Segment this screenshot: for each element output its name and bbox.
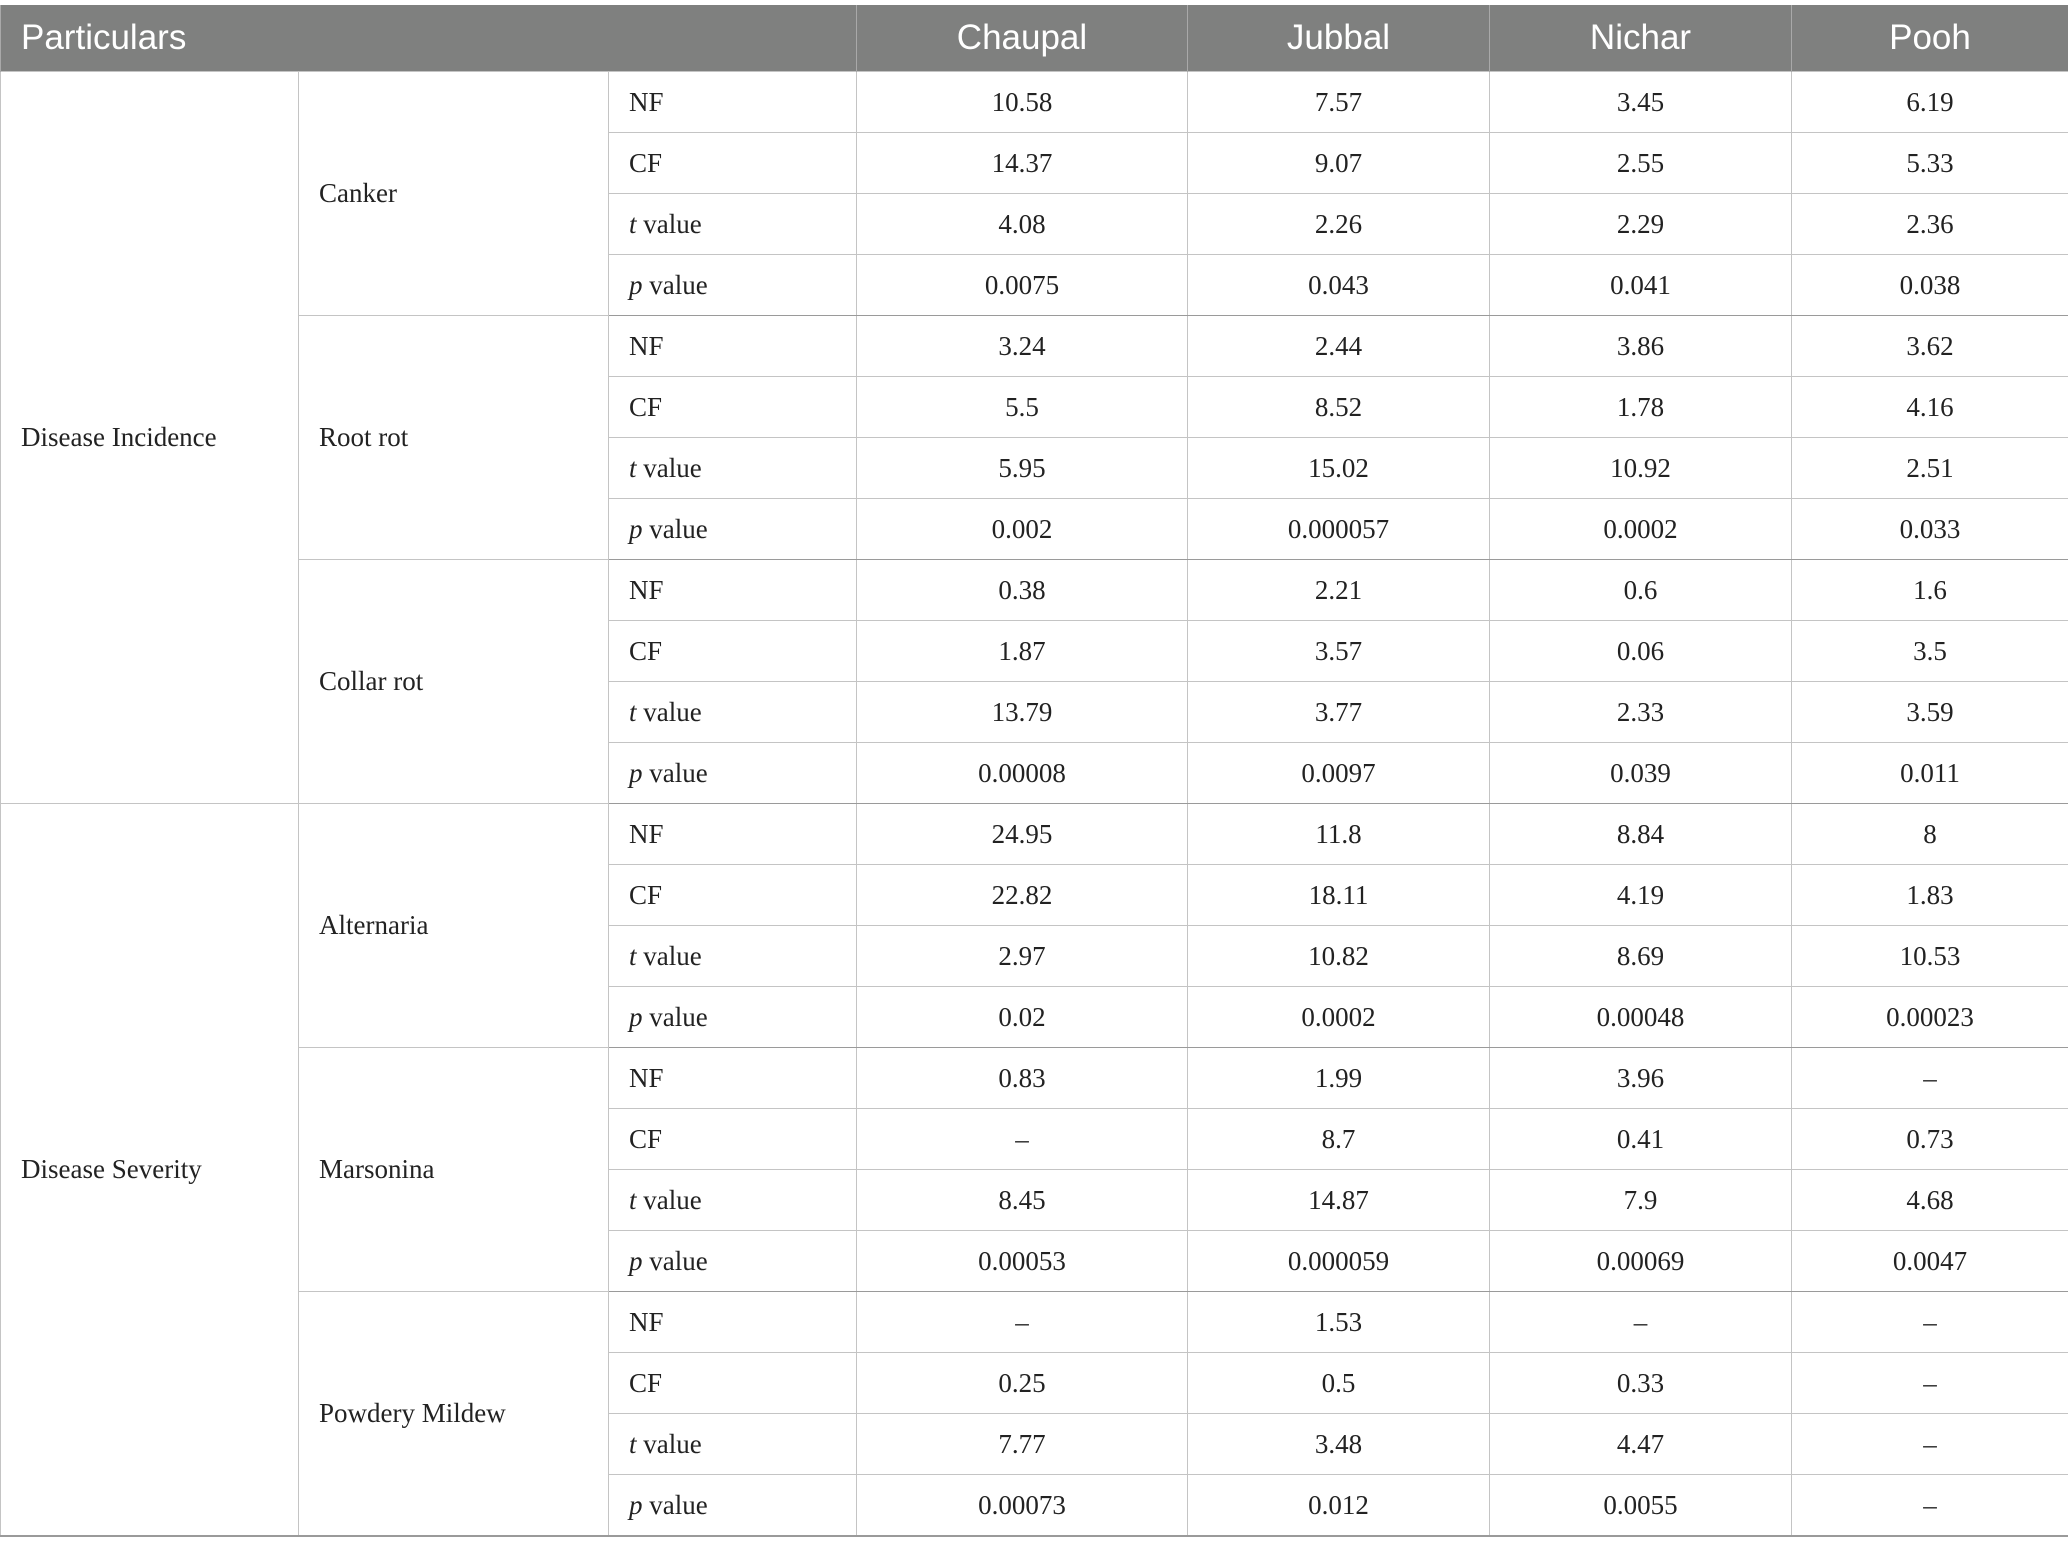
statistic-symbol: p [629,1001,643,1032]
value-cell: 4.68 [1792,1170,2068,1231]
disease-statistics-table [0,5,2068,1537]
value-cell: 5.33 [1792,133,2068,194]
value-cell: 3.48 [1188,1414,1490,1475]
value-cell: 22.82 [857,865,1188,926]
statistic-suffix: value [642,269,708,300]
value-cell: 0.0002 [1188,987,1490,1048]
statistic-suffix: value [642,1489,708,1520]
statistic-suffix: value [642,513,708,544]
header-location-jubbal: Jubbal [1188,5,1490,72]
value-cell: 0.5 [1188,1353,1490,1414]
table-row [1,804,2068,865]
value-cell: 0.00069 [1490,1231,1792,1292]
table-row [1,1048,2068,1109]
statistic-label: CF [629,1367,663,1398]
statistic-label: NF [629,574,664,605]
statistic-suffix: value [642,1001,708,1032]
statistic-label: NF [629,1306,664,1337]
value-cell: 0.0002 [1490,499,1792,560]
statistic-symbol: t [629,208,637,239]
value-cell: 2.36 [1792,194,2068,255]
value-cell: 0.043 [1188,255,1490,316]
statistic-label-cell [609,804,857,865]
statistic-label-cell [609,621,857,682]
category-cell: Disease Severity [1,804,299,1537]
table-row [1,72,2068,133]
statistic-label-cell [609,1048,857,1109]
header-particulars: Particulars [1,5,857,72]
value-cell: 2.55 [1490,133,1792,194]
value-cell: 0.06 [1490,621,1792,682]
value-cell: 2.51 [1792,438,2068,499]
statistic-label: NF [629,86,664,117]
value-cell: 10.53 [1792,926,2068,987]
value-cell: 0.41 [1490,1109,1792,1170]
value-cell: 13.79 [857,682,1188,743]
value-cell: 0.039 [1490,743,1792,804]
value-cell: 4.16 [1792,377,2068,438]
statistic-symbol: p [629,269,643,300]
statistic-symbol: p [629,1245,643,1276]
category-cell: Disease Incidence [1,72,299,804]
disease-name-cell: Alternaria [299,804,609,1048]
value-cell: 0.0097 [1188,743,1490,804]
statistic-label: NF [629,818,664,849]
statistic-label-cell [609,255,857,316]
table-row [1,316,2068,377]
value-cell: 3.86 [1490,316,1792,377]
value-cell: 10.92 [1490,438,1792,499]
value-cell: 14.37 [857,133,1188,194]
statistic-label-cell [609,316,857,377]
statistic-label-cell [609,1231,857,1292]
value-cell: 8 [1792,804,2068,865]
value-cell: – [1792,1048,2068,1109]
disease-name-cell: Marsonina [299,1048,609,1292]
value-cell: – [1792,1414,2068,1475]
value-cell: 0.6 [1490,560,1792,621]
value-cell: 0.011 [1792,743,2068,804]
statistic-symbol: p [629,1489,643,1520]
value-cell: 0.0047 [1792,1231,2068,1292]
statistic-label-cell [609,926,857,987]
value-cell: 2.21 [1188,560,1490,621]
value-cell: 15.02 [1188,438,1490,499]
header-location-pooh: Pooh [1792,5,2068,72]
statistic-suffix: value [636,940,702,971]
statistic-label-cell [609,499,857,560]
statistic-label-cell [609,377,857,438]
value-cell: 0.33 [1490,1353,1792,1414]
statistic-label-cell [609,1292,857,1353]
value-cell: 1.99 [1188,1048,1490,1109]
value-cell: 0.0055 [1490,1475,1792,1537]
value-cell: – [1792,1292,2068,1353]
value-cell: 8.52 [1188,377,1490,438]
statistic-label-cell [609,1109,857,1170]
statistic-label: CF [629,879,663,910]
value-cell: 2.97 [857,926,1188,987]
results-table-container [0,5,2068,1537]
value-cell: 4.47 [1490,1414,1792,1475]
statistic-suffix: value [636,696,702,727]
value-cell: 8.84 [1490,804,1792,865]
value-cell: – [1792,1353,2068,1414]
value-cell: 9.07 [1188,133,1490,194]
statistic-label-cell [609,987,857,1048]
value-cell: 0.002 [857,499,1188,560]
statistic-suffix: value [636,1428,702,1459]
value-cell: 0.00023 [1792,987,2068,1048]
disease-name-cell: Collar rot [299,560,609,804]
value-cell: 0.012 [1188,1475,1490,1537]
statistic-symbol: t [629,940,637,971]
statistic-label: CF [629,1123,663,1154]
value-cell: 2.29 [1490,194,1792,255]
value-cell: 0.73 [1792,1109,2068,1170]
value-cell: 1.87 [857,621,1188,682]
statistic-symbol: t [629,1184,637,1215]
disease-name-cell: Powdery Mildew [299,1292,609,1537]
value-cell: 11.8 [1188,804,1490,865]
value-cell: 7.9 [1490,1170,1792,1231]
value-cell: 0.0075 [857,255,1188,316]
statistic-label: CF [629,635,663,666]
statistic-suffix: value [642,757,708,788]
statistic-symbol: t [629,452,637,483]
value-cell: 0.00008 [857,743,1188,804]
statistic-label-cell [609,1475,857,1537]
statistic-label-cell [609,133,857,194]
table-header-row [1,5,2068,72]
statistic-symbol: t [629,1428,637,1459]
statistic-label-cell [609,1170,857,1231]
statistic-label-cell [609,72,857,133]
statistic-label: CF [629,147,663,178]
header-location-nichar: Nichar [1490,5,1792,72]
value-cell: 2.44 [1188,316,1490,377]
value-cell: 5.95 [857,438,1188,499]
value-cell: 4.19 [1490,865,1792,926]
statistic-symbol: p [629,757,643,788]
statistic-label: NF [629,1062,664,1093]
value-cell: 18.11 [1188,865,1490,926]
value-cell: 8.45 [857,1170,1188,1231]
value-cell: 8.7 [1188,1109,1490,1170]
table-row [1,1292,2068,1353]
statistic-suffix: value [636,1184,702,1215]
value-cell: 1.78 [1490,377,1792,438]
statistic-label-cell [609,682,857,743]
statistic-label-cell [609,1353,857,1414]
value-cell: 0.00048 [1490,987,1792,1048]
statistic-label-cell [609,743,857,804]
value-cell: 0.00053 [857,1231,1188,1292]
value-cell: 0.000057 [1188,499,1490,560]
value-cell: 0.000059 [1188,1231,1490,1292]
statistic-label-cell [609,560,857,621]
value-cell: 7.57 [1188,72,1490,133]
value-cell: 3.45 [1490,72,1792,133]
value-cell: 0.02 [857,987,1188,1048]
value-cell: 7.77 [857,1414,1188,1475]
value-cell: – [857,1292,1188,1353]
value-cell: 3.24 [857,316,1188,377]
statistic-label: NF [629,330,664,361]
value-cell: – [1490,1292,1792,1353]
value-cell: 4.08 [857,194,1188,255]
statistic-suffix: value [642,1245,708,1276]
statistic-label-cell [609,1414,857,1475]
value-cell: 3.96 [1490,1048,1792,1109]
value-cell: 0.00073 [857,1475,1188,1537]
value-cell: 3.57 [1188,621,1490,682]
value-cell: 8.69 [1490,926,1792,987]
statistic-symbol: t [629,696,637,727]
value-cell: 0.038 [1792,255,2068,316]
statistic-suffix: value [636,452,702,483]
value-cell: – [1792,1475,2068,1537]
value-cell: 5.5 [857,377,1188,438]
value-cell: 6.19 [1792,72,2068,133]
value-cell: 10.82 [1188,926,1490,987]
value-cell: 3.77 [1188,682,1490,743]
value-cell: 1.6 [1792,560,2068,621]
statistic-label-cell [609,865,857,926]
value-cell: 2.26 [1188,194,1490,255]
value-cell: 10.58 [857,72,1188,133]
value-cell: 2.33 [1490,682,1792,743]
value-cell: – [857,1109,1188,1170]
statistic-symbol: p [629,513,643,544]
value-cell: 1.53 [1188,1292,1490,1353]
value-cell: 3.62 [1792,316,2068,377]
value-cell: 3.59 [1792,682,2068,743]
value-cell: 3.5 [1792,621,2068,682]
header-location-chaupal: Chaupal [857,5,1188,72]
value-cell: 0.041 [1490,255,1792,316]
table-row [1,560,2068,621]
value-cell: 0.25 [857,1353,1188,1414]
value-cell: 1.83 [1792,865,2068,926]
statistic-label: CF [629,391,663,422]
statistic-label-cell [609,438,857,499]
disease-name-cell: Root rot [299,316,609,560]
value-cell: 14.87 [1188,1170,1490,1231]
value-cell: 24.95 [857,804,1188,865]
disease-name-cell: Canker [299,72,609,316]
value-cell: 0.83 [857,1048,1188,1109]
value-cell: 0.38 [857,560,1188,621]
value-cell: 0.033 [1792,499,2068,560]
table-body [1,72,2068,1537]
statistic-suffix: value [636,208,702,239]
statistic-label-cell [609,194,857,255]
